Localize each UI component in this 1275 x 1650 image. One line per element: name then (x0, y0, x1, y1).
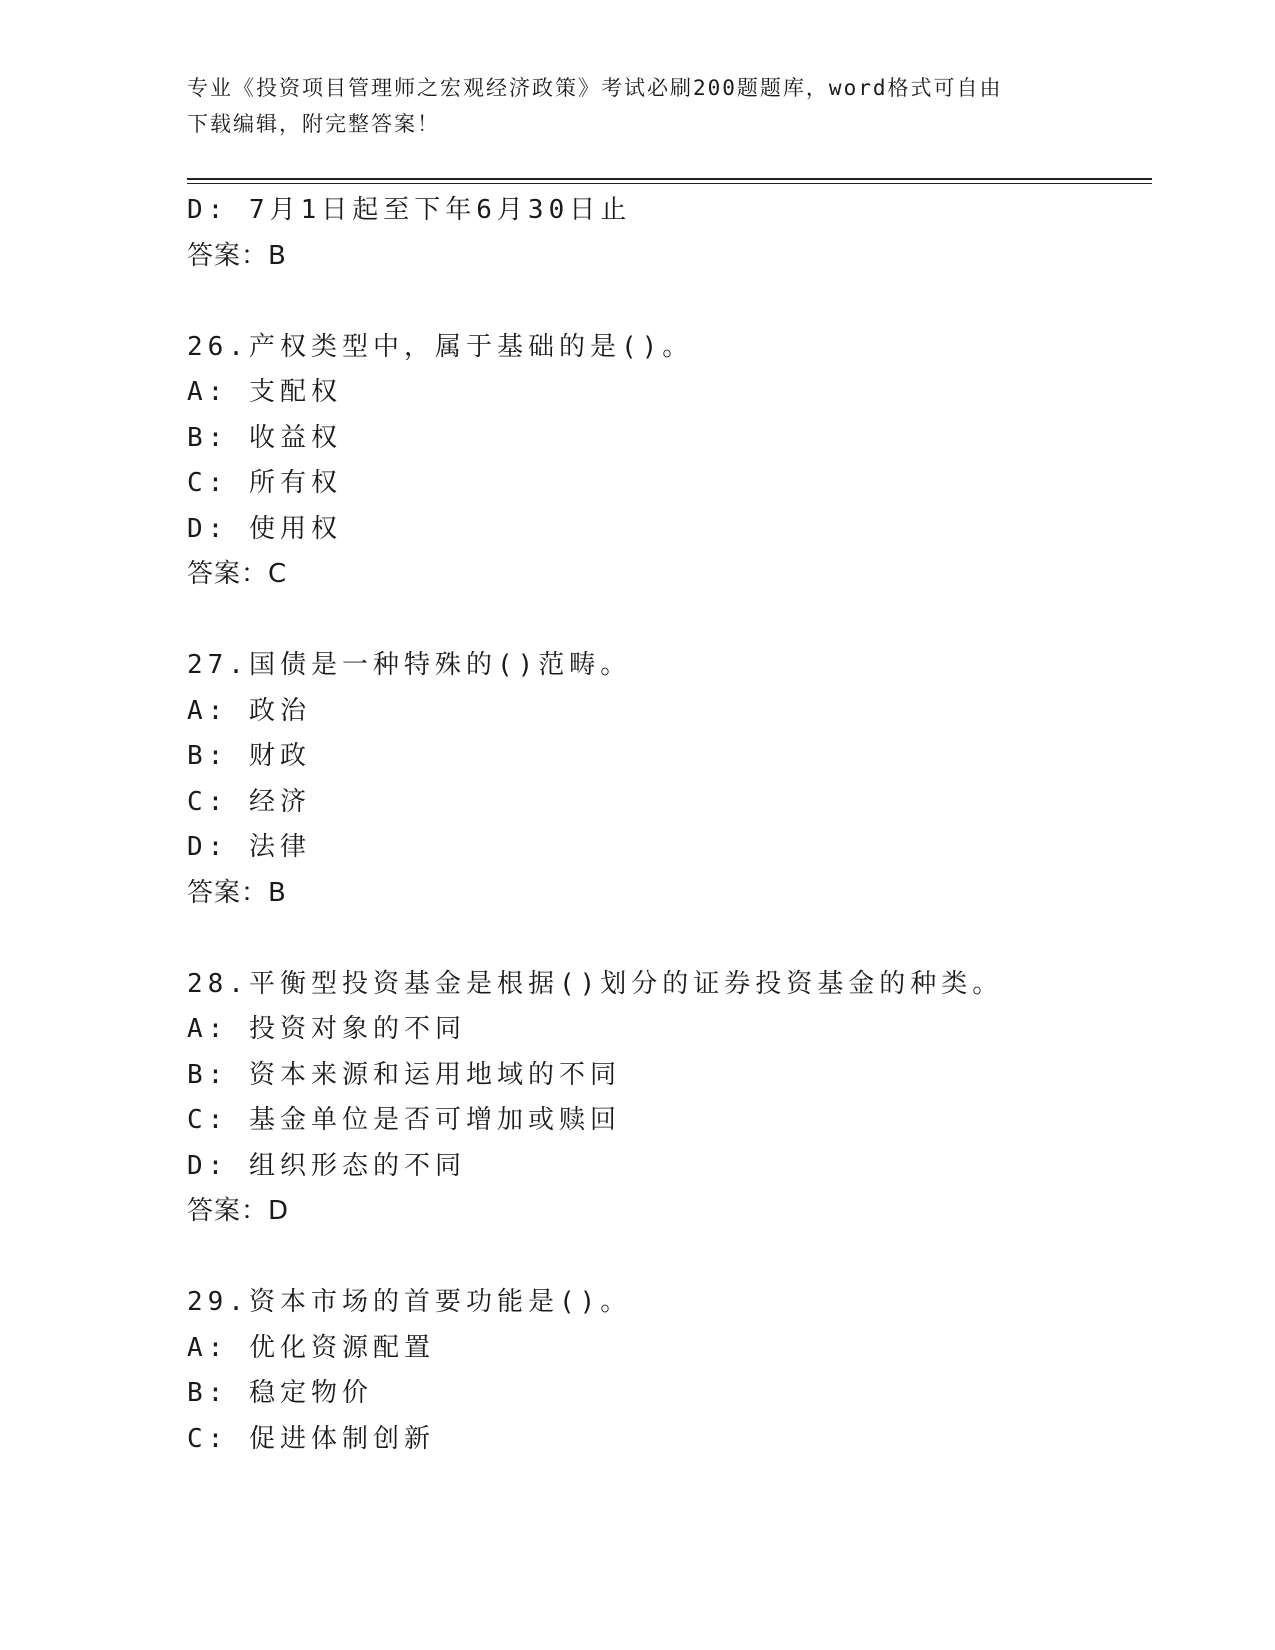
question-27 (187, 643, 1152, 916)
answer-line: 答案：B (187, 877, 287, 908)
header-divider-bottom (187, 183, 1152, 184)
question-28 (187, 962, 1152, 1235)
option-c: C: 所有权 (187, 468, 342, 498)
question-stem: 29.资本市场的首要功能是()。 (187, 1287, 632, 1317)
option-a: A: 支配权 (187, 377, 342, 407)
answer-line: 答案：D (187, 1196, 290, 1226)
question-stem: 26.产权类型中，属于基础的是()。 (187, 331, 694, 362)
option-a: A: 政治 (187, 695, 311, 726)
option-d: D: 使用权 (187, 513, 342, 544)
question-29 (187, 1280, 1152, 1462)
answer-line: 答案：C (187, 559, 288, 589)
option-a: A: 优化资源配置 (187, 1332, 435, 1363)
header-divider-top (187, 178, 1152, 180)
spacer (187, 598, 1152, 644)
question-list (187, 188, 1152, 1462)
option-b: B: 稳定物价 (187, 1378, 373, 1408)
spacer (187, 916, 1152, 962)
document-header (187, 70, 1067, 142)
option-c: C: 促进体制创新 (187, 1423, 435, 1454)
spacer (187, 1235, 1152, 1281)
header-line-2: 下载编辑，附完整答案！ (187, 112, 440, 136)
option-b: B: 收益权 (187, 422, 342, 453)
option-b: B: 资本来源和运用地域的不同 (187, 1059, 621, 1090)
option-c: C: 基金单位是否可增加或赎回 (187, 1105, 621, 1135)
answer-line: 答案：B (187, 240, 287, 271)
option-b: B: 财政 (187, 741, 311, 771)
option-d: D: 法律 (187, 832, 311, 862)
question-26 (187, 325, 1152, 598)
header-line-1: 专业《投资项目管理师之宏观经济政策》考试必刷200题题库，word格式可自由 (187, 76, 1003, 100)
option-d: D: 7月1日起至下年6月30日止 (187, 195, 632, 225)
option-a: A: 投资对象的不同 (187, 1014, 466, 1044)
spacer (187, 279, 1152, 325)
option-d: D: 组织形态的不同 (187, 1150, 466, 1181)
option-c: C: 经济 (187, 786, 311, 817)
question-stem: 27.国债是一种特殊的()范畴。 (187, 650, 632, 680)
question-stem: 28.平衡型投资基金是根据()划分的证券投资基金的种类。 (187, 968, 1004, 999)
